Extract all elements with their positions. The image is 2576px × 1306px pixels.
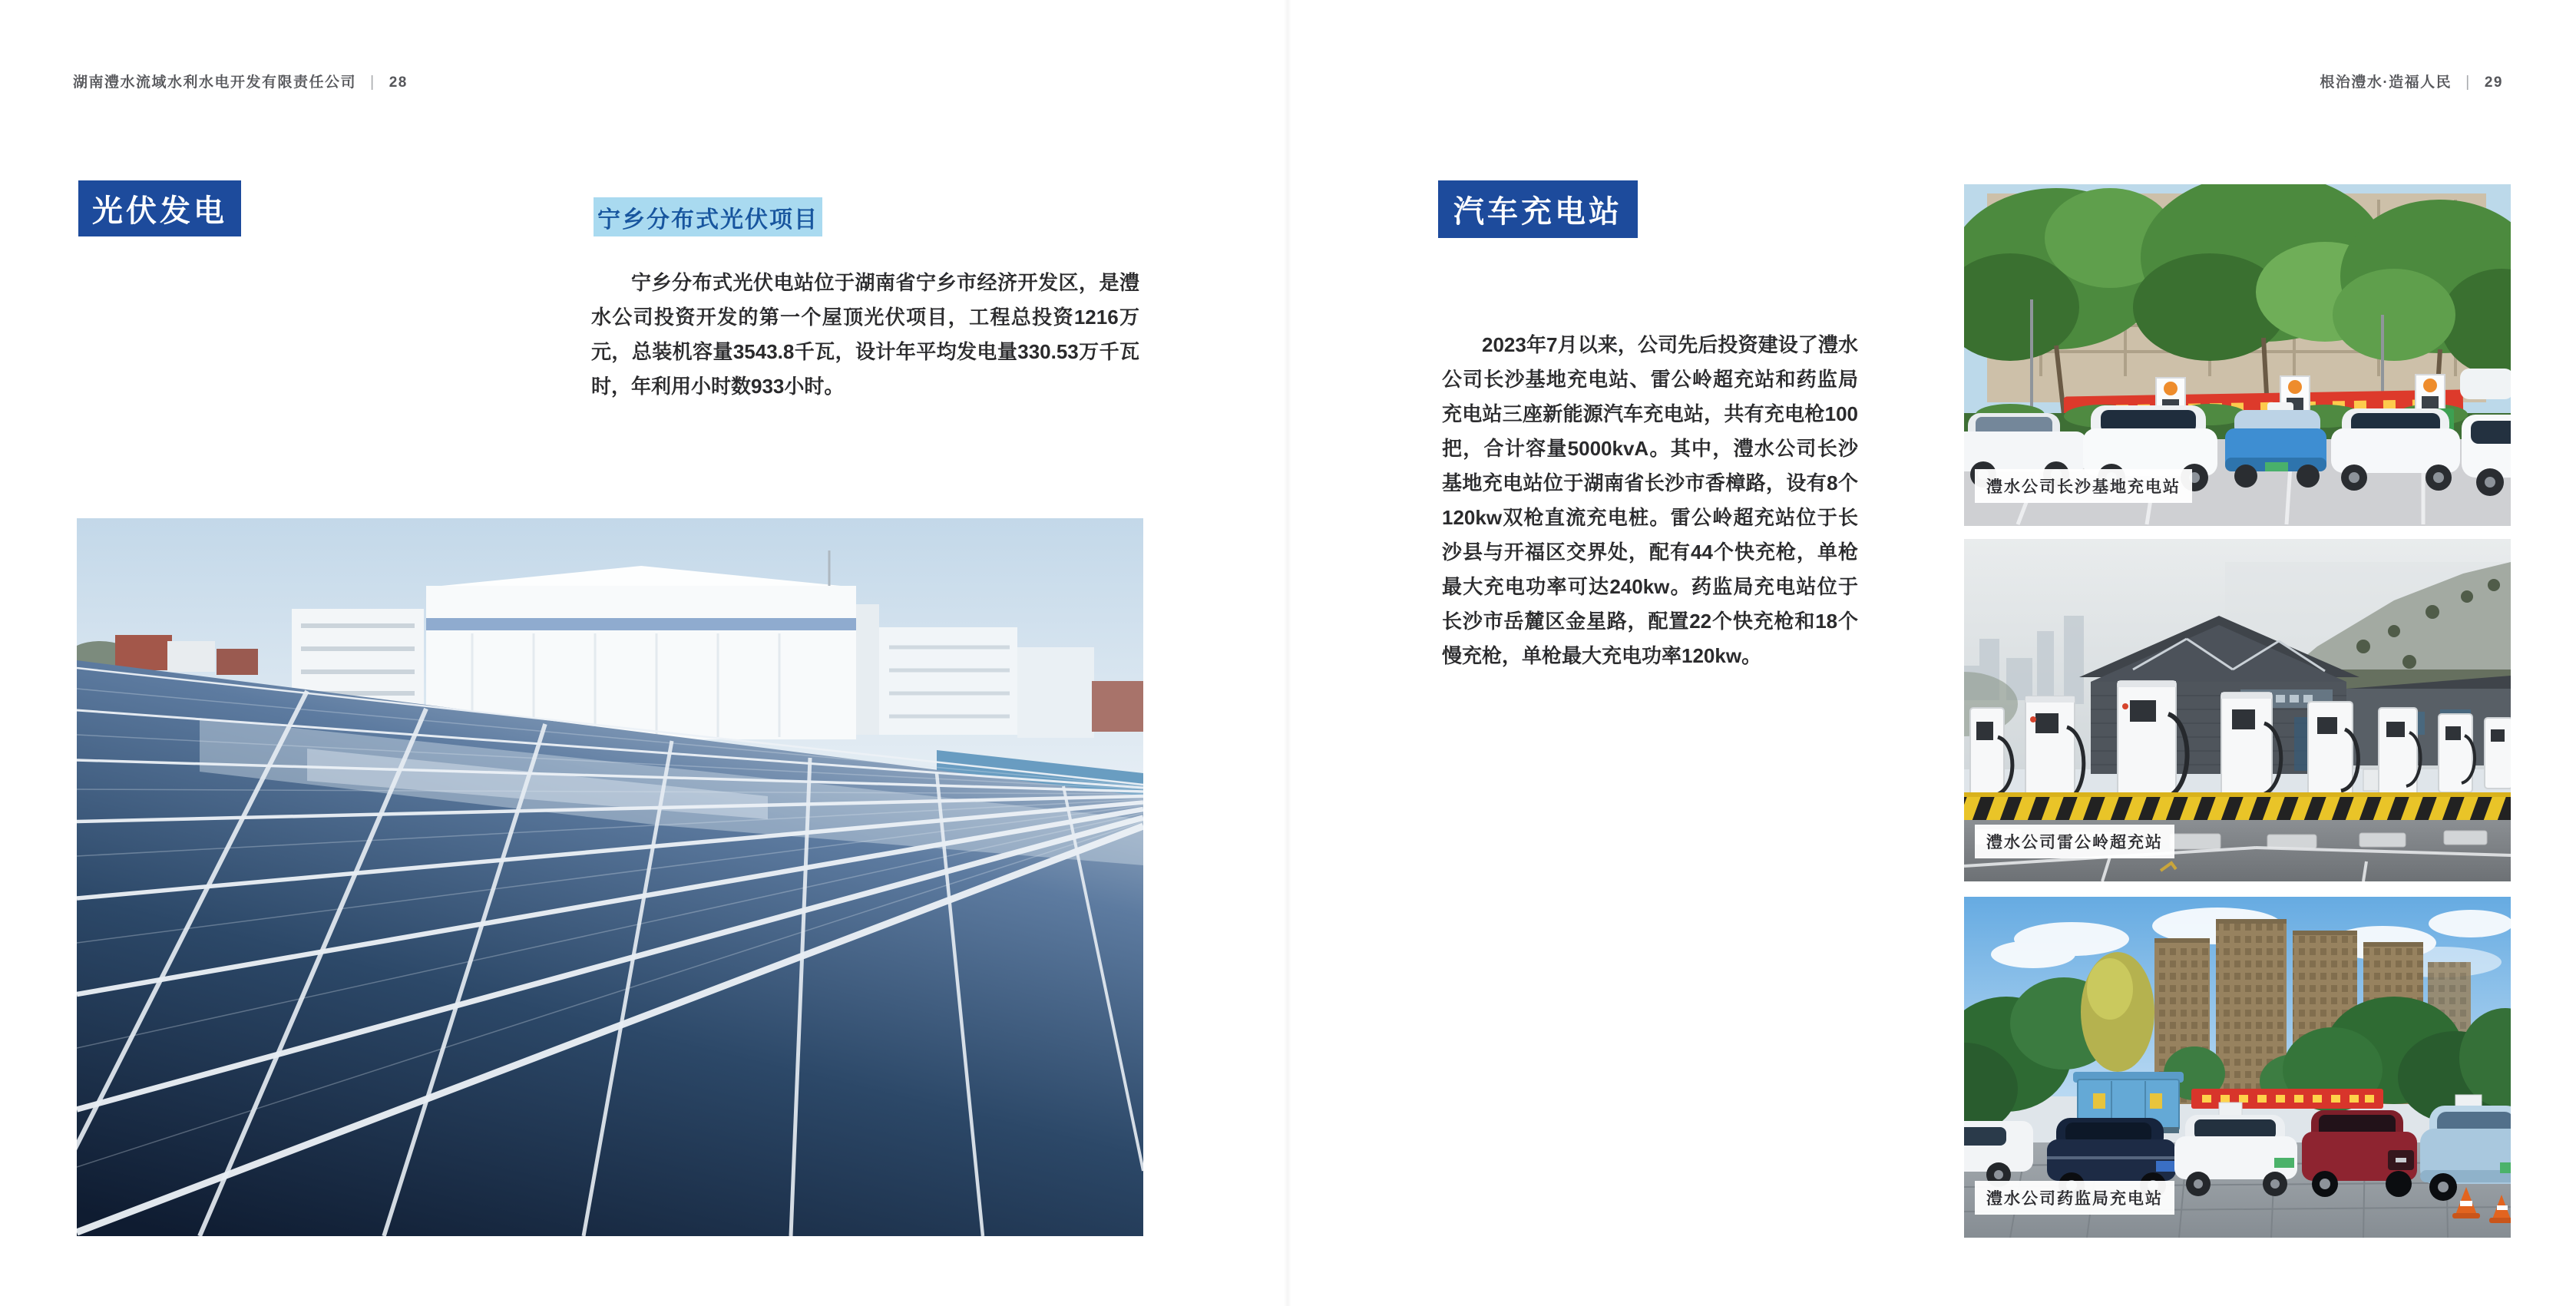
photo-caption: 澧水公司药监局充电站 — [1975, 1181, 2174, 1215]
section-title-ev-charging — [1438, 180, 1638, 238]
section-title-solar — [78, 180, 241, 236]
right-page-header — [2320, 71, 2503, 91]
header-divider: | — [2465, 74, 2471, 91]
left-page-header — [73, 71, 408, 91]
subsection-title-label: 宁乡分布式光伏项目 — [597, 207, 818, 233]
header-divider: | — [370, 74, 375, 91]
section-title-solar-label: 光伏发电 — [92, 194, 227, 228]
leigongling-station-photo — [1964, 539, 2511, 881]
ev-charging-paragraph: 2023年7月以来，公司先后投资建设了澧水公司长沙基地充电站、雷公岭超充站和药监局充电站三座新能源汽车充电站，共有充电枪100把，合计容量5000kvA。其中，澧水公司长沙基地充电站位于湖南省长沙市香樟路，设有8个120kw双枪直流充电桩。雷公岭超充站位于长沙县与开福区交界处，配有44个快充枪，单枪最大充电功率可达240kw。药监局充电站位于长沙市岳麓区金星路，配置22个快充枪和18个慢充枪，单枪最大充电功率120kw。 — [1442, 333, 1858, 667]
changsha-base-station-photo — [1964, 184, 2511, 526]
yaojianju-station-photo — [1964, 897, 2511, 1238]
solar-paragraph: 宁乡分布式光伏电站位于湖南省宁乡市经济开发区，是澧水公司投资开发的第一个屋顶光伏项目，工程总投资1216万元，总装机容量3543.8千瓦，设计年平均发电量330.53万千瓦时，年利用小时数933小时。 — [591, 271, 1139, 398]
subsection-title-ningxiang — [594, 197, 822, 236]
section-title-ev-label: 汽车充电站 — [1453, 195, 1622, 229]
page-number-right: 29 — [2484, 74, 2503, 91]
page-fold-divider — [1284, 0, 1291, 1306]
solar-rooftop-illustration — [77, 518, 1143, 1236]
page-number-left: 28 — [389, 74, 408, 91]
photo-caption: 澧水公司长沙基地充电站 — [1975, 469, 2192, 503]
photo-caption: 澧水公司雷公岭超充站 — [1975, 825, 2174, 858]
company-name: 湖南澧水流域水利水电开发有限责任公司 — [73, 74, 357, 91]
slogan: 根治澧水·造福人民 — [2320, 74, 2452, 91]
solar-rooftop-photo — [77, 518, 1143, 1236]
